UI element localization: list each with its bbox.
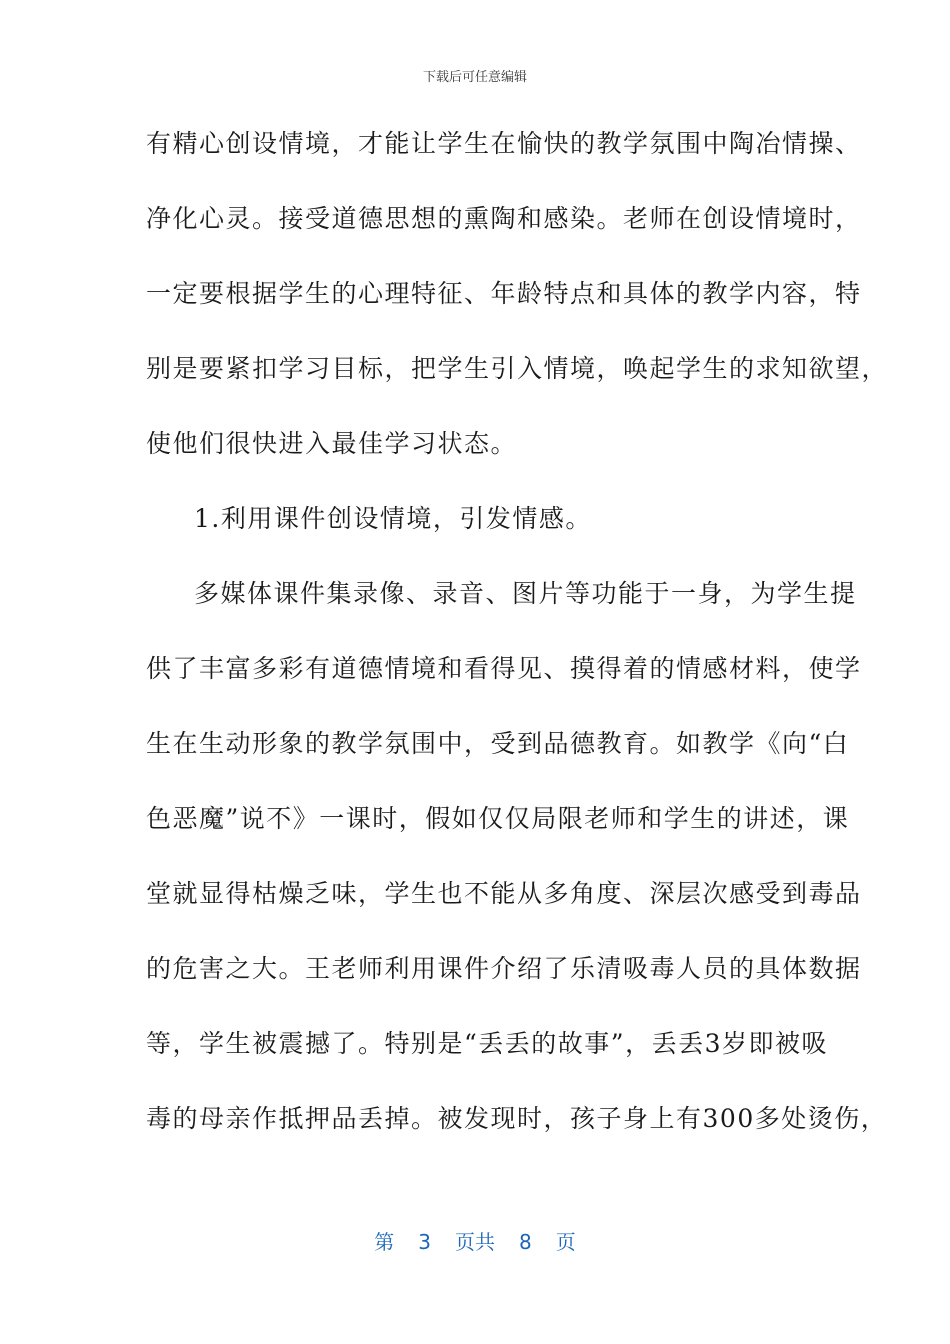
text-line: 有精心创设情境，才能让学生在愉快的教学氛围中陶冶情操、 xyxy=(146,129,862,158)
text-line: 堂就显得枯燥乏味，学生也不能从多角度、深层次感受到毒品 xyxy=(146,879,862,908)
text-line: 使他们很快进入最佳学习状态。 xyxy=(146,429,518,458)
total-pages-number: 8 xyxy=(519,1230,532,1254)
text-line: 等，学生被震撼了。特别是“丢丢的故事”，丢丢3岁即被吸 xyxy=(146,1029,828,1058)
text-line: 一定要根据学生的心理特征、年龄特点和具体的教学内容，特 xyxy=(146,279,862,308)
text-line: 毒的母亲作抵押品丢掉。被发现时，孩子身上有300多处烫伤， xyxy=(146,1104,888,1133)
page-footer xyxy=(0,1226,950,1255)
footer-suffix: 页 xyxy=(555,1230,576,1254)
footer-prefix: 第 xyxy=(374,1230,395,1254)
section-heading: 1.利用课件创设情境，引发情感。 xyxy=(194,504,592,533)
text-line: 的危害之大。王老师利用课件介绍了乐清吸毒人员的具体数据 xyxy=(146,954,862,983)
header-note: 下载后可任意编辑 xyxy=(422,70,527,85)
text-line: 生在生动形象的教学氛围中，受到品德教育。如教学《向“白 xyxy=(146,729,850,758)
text-line: 净化心灵。接受道德思想的熏陶和感染。老师在创设情境时， xyxy=(146,204,862,233)
text-line: 别是要紧扣学习目标，把学生引入情境，唤起学生的求知欲望， xyxy=(146,354,889,383)
text-line: 多媒体课件集录像、录音、图片等功能于一身，为学生提 xyxy=(194,579,857,608)
current-page-number: 3 xyxy=(418,1230,431,1254)
text-line: 色恶魔”说不》一课时，假如仅仅局限老师和学生的讲述，课 xyxy=(146,804,850,833)
text-line: 供了丰富多彩有道德情境和看得见、摸得着的情感材料，使学 xyxy=(146,654,862,683)
footer-middle: 页共 xyxy=(455,1230,495,1254)
document-body xyxy=(146,119,889,1169)
